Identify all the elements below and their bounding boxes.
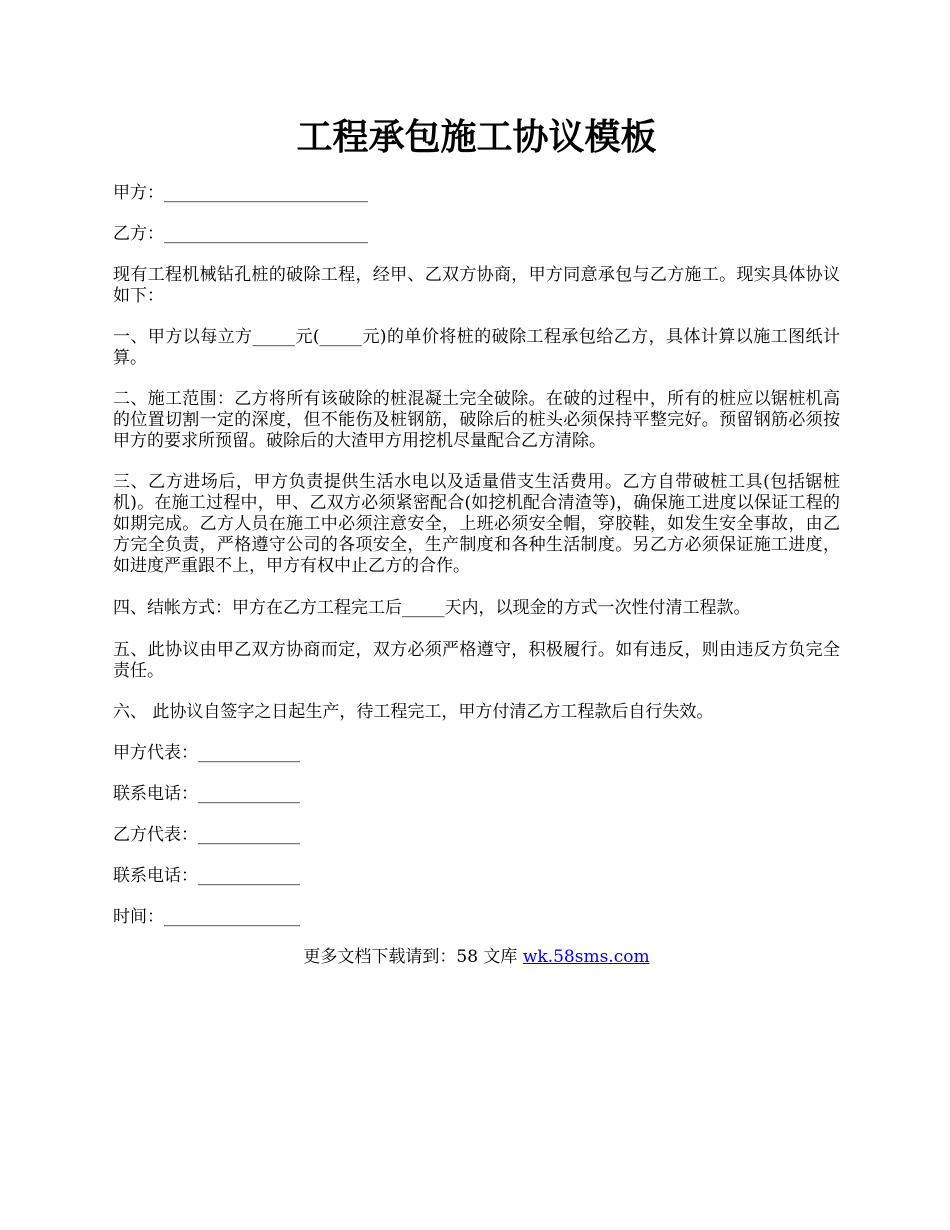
- clause-4: 四、结帐方式：甲方在乙方工程完工后_____天内，以现金的方式一次性付清工程款。: [113, 598, 751, 618]
- signature-party-a-rep: 甲方代表：____________: [113, 743, 300, 763]
- document-title: 工程承包施工协议模板: [296, 116, 657, 158]
- party-b-line: 乙方：________________________: [113, 224, 368, 244]
- footer-text: 更多文档下载请到：58 文库: [303, 947, 523, 967]
- clause-2: 二、施工范围：乙方将所有该破除的桩混凝土完全破除。在破的过程中，所有的桩应以锯桩机高的位置切割一定的深度，但不能伤及桩钢筋，破除后的桩头必须保持平整完好。预留钢筋必须按甲方的要求所预留。破除后的大渣甲方用挖机尽量配合乙方清除。: [113, 389, 840, 451]
- clause-1: 一、甲方以每立方_____元(_____元)的单价将桩的破除工程承包给乙方，具体计算以施工图纸计算。: [113, 327, 840, 368]
- footer-link[interactable]: wk.58sms.com: [522, 947, 650, 967]
- party-a-line: 甲方：________________________: [113, 183, 368, 203]
- intro-paragraph: 现有工程机械钻孔桩的破除工程，经甲、乙双方协商，甲方同意承包与乙方施工。现实具体协议如下：: [113, 265, 840, 306]
- clause-6: 六、 此协议自签字之日起生产，待工程完工，甲方付清乙方工程款后自行失效。: [113, 702, 714, 722]
- signature-party-b-rep: 乙方代表：____________: [113, 825, 300, 845]
- signature-date: 时间：________________: [113, 907, 300, 927]
- signature-party-a-phone: 联系电话：____________: [113, 784, 300, 804]
- clause-3: 三、乙方进场后，甲方负责提供生活水电以及适量借支生活费用。乙方自带破桩工具(包括锯桩机)。在施工过程中，甲、乙双方必须紧密配合(如挖机配合清渣等)，确保施工进度以保证工程的如期完成。乙方人员在施工中必须注意安全，上班必须安全帽，穿胶鞋，如发生安全事故，由乙方完全负责，严格遵守公司的各项安全，生产制度和各种生活制度。另乙方必须保证施工进度，如进度严重跟不上，甲方有权中止乙方的合作。: [113, 472, 840, 576]
- signature-party-b-phone: 联系电话：____________: [113, 866, 300, 886]
- clause-5: 五、此协议由甲乙双方协商而定，双方必须严格遵守，积极履行。如有违反，则由违反方负完全责任。: [113, 640, 840, 681]
- footer: [113, 946, 840, 968]
